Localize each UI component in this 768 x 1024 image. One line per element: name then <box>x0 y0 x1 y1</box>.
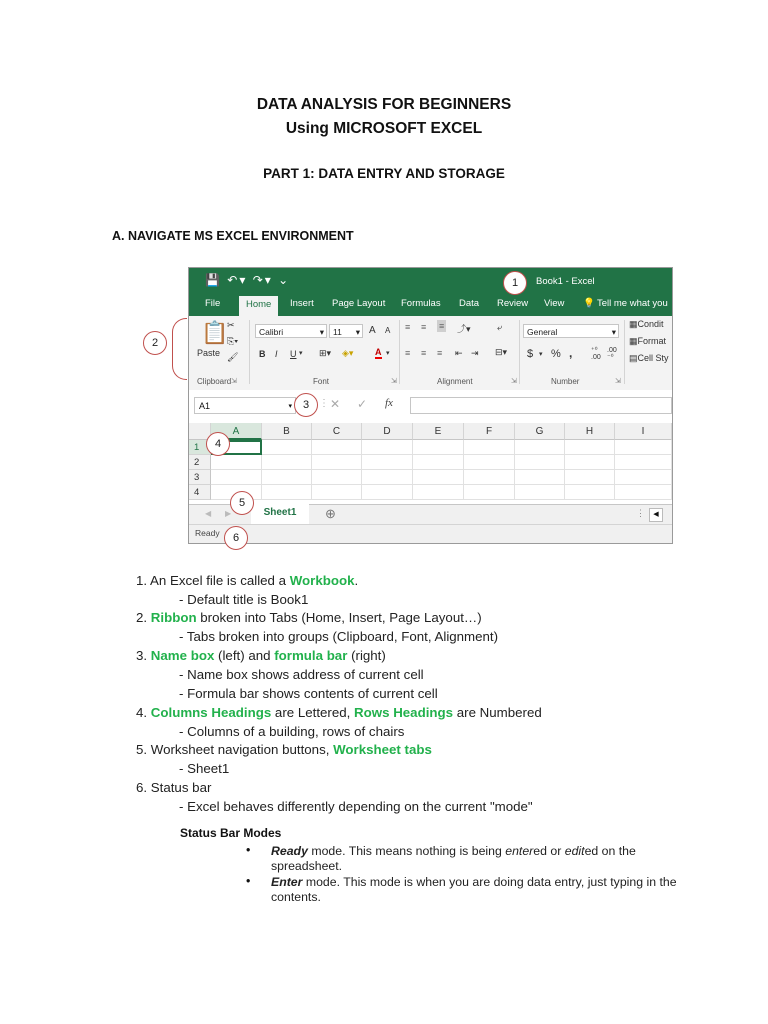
format-as-table-label: Format <box>637 336 667 346</box>
dropdown-arrow-icon: ▾ <box>355 327 360 337</box>
cell <box>262 470 312 485</box>
splitter-icon: ⋮ <box>636 508 645 518</box>
cell <box>464 470 515 485</box>
callout-4: 4 <box>206 432 230 456</box>
section-heading: A. NAVIGATE MS EXCEL ENVIRONMENT <box>112 229 354 243</box>
clipboard-group-label: Clipboard <box>197 377 232 386</box>
row-header: 3 <box>189 470 211 485</box>
cell-styles-label: Cell Sty <box>637 353 669 363</box>
tab-formulas: Formulas <box>401 298 441 309</box>
merge-center-icon: ⊟▾ <box>495 347 508 357</box>
cell <box>413 455 464 470</box>
mode-name: Enter <box>271 875 303 889</box>
font-size: 11 <box>333 327 342 337</box>
sheet-tab: Sheet1 <box>251 504 309 526</box>
font-name: Calibri <box>259 327 284 337</box>
column-header: D <box>362 423 413 440</box>
percent-icon: % <box>551 348 561 360</box>
cell <box>312 485 362 500</box>
mode-text: enter <box>505 844 534 858</box>
cell <box>211 455 262 470</box>
name-box-value: A1 <box>199 401 211 411</box>
list-item-3 <box>136 648 386 663</box>
mode-text: mode. This means nothing is being <box>307 844 506 858</box>
ribbon <box>189 316 672 391</box>
row-header: 4 <box>189 485 211 500</box>
list-text: 5. Worksheet navigation buttons, <box>136 742 334 757</box>
save-icon: 💾 <box>205 273 222 287</box>
status-bar <box>189 524 672 544</box>
currency-icon: $ <box>527 348 534 360</box>
cell <box>615 455 672 470</box>
cell-styles <box>629 353 669 364</box>
increase-indent-icon: ⇥ <box>471 348 479 358</box>
cell <box>464 440 515 455</box>
cell <box>362 470 413 485</box>
formula-bar <box>410 397 672 414</box>
callout-5: 5 <box>230 491 254 515</box>
font-launcher-icon: ⇲ <box>391 378 397 385</box>
term-worksheet-tabs: Worksheet tabs <box>333 742 432 757</box>
cell <box>413 470 464 485</box>
mode-ready <box>271 844 691 874</box>
mode-name: Ready <box>271 844 308 858</box>
list-text: 3. <box>136 648 151 663</box>
cell <box>464 485 515 500</box>
next-sheet-icon: ▶ <box>225 509 232 518</box>
table-icon: ▦ <box>629 319 638 329</box>
book-title: Book1 - Excel <box>536 276 595 287</box>
format-as-table <box>629 336 666 347</box>
list-text: . <box>354 573 359 588</box>
grow-font-icon: A <box>369 325 376 336</box>
separator <box>249 320 250 384</box>
list-text: 2. <box>136 610 151 625</box>
term-workbook: Workbook <box>289 573 355 588</box>
cell <box>515 440 565 455</box>
borders-icon: ⊞▾ <box>319 348 332 358</box>
list-text: 4. <box>136 705 151 720</box>
align-left-icon: ≡ <box>405 348 411 358</box>
comma-icon: , <box>569 346 573 360</box>
column-header: F <box>464 423 515 440</box>
list-subitem: - Name box shows address of current cell <box>179 667 424 682</box>
mode-text: edit <box>564 844 585 858</box>
part-heading: PART 1: DATA ENTRY AND STORAGE <box>263 166 505 181</box>
dropdown-arrow-icon: ▾ <box>611 327 616 337</box>
column-header: I <box>615 423 672 440</box>
column-header: B <box>262 423 312 440</box>
cell <box>262 455 312 470</box>
mode-text: ed on the spreadsheet. <box>271 844 636 873</box>
paste-icon: 📋 <box>201 320 229 345</box>
tab-data: Data <box>459 298 480 309</box>
callout-2: 2 <box>143 331 167 355</box>
list-text: (left) and <box>214 648 275 663</box>
fill-color-icon: ◈▾ <box>342 348 354 358</box>
separator <box>399 320 400 384</box>
shrink-font-icon: A <box>385 326 391 335</box>
term-name-box: Name box <box>150 648 215 663</box>
term-columns-headings: Columns Headings <box>150 705 272 720</box>
font-group-label: Font <box>313 377 330 386</box>
list-item-6: 6. Status bar <box>136 780 212 795</box>
doc-title: DATA ANALYSIS FOR BEGINNERS <box>256 96 512 113</box>
tab-file: File <box>205 298 221 309</box>
quick-access-toolbar <box>205 273 290 287</box>
mode-text: ed or <box>533 844 565 858</box>
conditional-formatting-label: Condit <box>637 319 664 329</box>
cell <box>565 485 615 500</box>
cell <box>615 440 672 455</box>
modes-heading: Status Bar Modes <box>180 826 282 840</box>
bold-icon: B <box>259 349 266 359</box>
tab-home: Home <box>239 296 278 316</box>
align-right-icon: ≡ <box>437 348 443 358</box>
list-subitem: - Default title is Book1 <box>179 592 309 607</box>
ribbon-tabs <box>189 294 672 316</box>
cell <box>312 455 362 470</box>
new-sheet-icon: ⊕ <box>325 506 336 521</box>
cell <box>362 455 413 470</box>
tab-review: Review <box>497 298 529 309</box>
lightbulb-icon: 💡 <box>583 298 595 309</box>
list-subitem: - Formula bar shows contents of current cell <box>179 686 438 701</box>
scroll-left-icon: ◀ <box>649 508 663 522</box>
dropdown-arrow-icon: ▾ <box>288 403 292 410</box>
increase-decimal-icon: ⁺⁰ .00 <box>591 347 601 361</box>
cell <box>464 455 515 470</box>
orientation-icon: ⤴▾ <box>457 324 471 334</box>
callout-brace <box>172 318 187 380</box>
cell <box>362 485 413 500</box>
dropdown-arrow-icon: ▾ <box>299 350 303 357</box>
cell <box>312 440 362 455</box>
excel-screenshot <box>188 267 673 544</box>
number-launcher-icon: ⇲ <box>615 378 621 385</box>
mode-enter <box>271 875 691 905</box>
cell <box>565 440 615 455</box>
underline-icon: U <box>290 349 297 359</box>
cell <box>413 485 464 500</box>
cell <box>515 470 565 485</box>
cell <box>615 470 672 485</box>
formula-bar-row <box>189 390 672 420</box>
cell <box>413 440 464 455</box>
conditional-formatting <box>629 319 664 330</box>
list-text: (right) <box>347 648 386 663</box>
column-header: A <box>211 423 262 440</box>
excel-title-bar <box>189 268 672 294</box>
tab-insert: Insert <box>290 298 314 309</box>
term-formula-bar: formula bar <box>274 648 348 663</box>
separator <box>624 320 625 384</box>
callout-1: 1 <box>503 271 527 295</box>
cell <box>615 485 672 500</box>
cell <box>211 470 262 485</box>
callout-6: 6 <box>224 526 248 550</box>
list-subitem: - Tabs broken into groups (Clipboard, Font, Alignment) <box>179 629 499 644</box>
align-bottom-icon: ≡ <box>439 321 445 331</box>
sheet-tab-bar <box>189 504 672 525</box>
number-format-box <box>523 324 619 338</box>
prev-sheet-icon: ◀ <box>205 509 212 518</box>
font-color-icon: A <box>375 347 382 357</box>
column-header: C <box>312 423 362 440</box>
more-icon: ⋮ <box>319 398 329 409</box>
cell <box>515 455 565 470</box>
cell <box>362 440 413 455</box>
align-center-icon: ≡ <box>421 348 427 358</box>
decrease-indent-icon: ⇤ <box>455 348 463 358</box>
paste-label: Paste <box>197 348 221 358</box>
decrease-decimal-icon: .00 ⁻⁰ <box>607 347 617 361</box>
cell <box>515 485 565 500</box>
italic-icon: I <box>275 349 278 359</box>
insert-function-icon: fx <box>385 397 393 409</box>
copy-icon: ⎘▾ <box>227 336 238 346</box>
dropdown-arrow-icon: ▾ <box>319 327 324 337</box>
column-header: H <box>565 423 615 440</box>
cell-styles-icon: ▤ <box>629 353 638 363</box>
list-item-1 <box>136 573 358 588</box>
list-subitem: - Excel behaves differently depending on the current "mode" <box>179 799 533 814</box>
wrap-text-icon: ⤶ <box>497 322 503 332</box>
list-item-4 <box>136 705 542 720</box>
cell <box>262 485 312 500</box>
tell-me-box: Tell me what you <box>597 298 668 309</box>
alignment-launcher-icon: ⇲ <box>511 378 517 385</box>
mode-text: mode. This mode is when you are doing data entry, just typing in the contents. <box>271 875 677 904</box>
column-header: G <box>515 423 565 440</box>
separator <box>519 320 520 384</box>
redo-icon: ↷▾ <box>252 273 273 287</box>
cell <box>565 455 615 470</box>
status-text: Ready <box>195 528 220 538</box>
clipboard-launcher-icon: ⇲ <box>231 378 237 385</box>
undo-icon: ↶▾ <box>227 273 248 287</box>
term-rows-headings: Rows Headings <box>354 705 454 720</box>
tab-view: View <box>544 298 565 309</box>
dropdown-arrow-icon: ▾ <box>539 351 543 358</box>
list-text: broken into Tabs (Home, Insert, Page Layout…) <box>196 610 482 625</box>
customize-icon: ⌄ <box>278 273 291 287</box>
list-item-5 <box>136 742 432 757</box>
callout-3: 3 <box>294 393 318 417</box>
cancel-icon: ✕ <box>330 397 341 411</box>
align-top-icon: ≡ <box>405 322 411 332</box>
font-name-box <box>255 324 327 338</box>
enter-icon: ✓ <box>357 397 368 411</box>
cell <box>565 470 615 485</box>
list-subitem: - Columns of a building, rows of chairs <box>179 724 405 739</box>
dropdown-arrow-icon: ▾ <box>386 350 390 357</box>
list-text: are Lettered, <box>271 705 355 720</box>
list-item-2 <box>136 610 482 625</box>
bullet-icon: • <box>246 843 251 857</box>
alignment-group-label: Alignment <box>437 377 473 386</box>
bullet-icon: • <box>246 874 251 888</box>
tab-page-layout: Page Layout <box>332 298 386 309</box>
font-size-box <box>329 324 363 338</box>
cell <box>262 440 312 455</box>
list-text: 1. An Excel file is called a <box>136 573 290 588</box>
number-format: General <box>527 327 558 337</box>
doc-subtitle: Using MICROSOFT EXCEL <box>285 120 483 137</box>
number-group-label: Number <box>551 377 580 386</box>
name-box <box>194 397 296 414</box>
align-middle-icon: ≡ <box>421 322 427 332</box>
row-header: 2 <box>189 455 211 470</box>
cell <box>312 470 362 485</box>
term-ribbon: Ribbon <box>150 610 197 625</box>
list-subitem: - Sheet1 <box>179 761 230 776</box>
cut-icon: ✂ <box>227 320 235 330</box>
list-text: are Numbered <box>453 705 542 720</box>
row-header: 1 <box>189 440 211 455</box>
table-icon: ▦ <box>629 336 638 346</box>
column-header: E <box>413 423 464 440</box>
format-painter-icon: 🖌 <box>227 352 239 362</box>
